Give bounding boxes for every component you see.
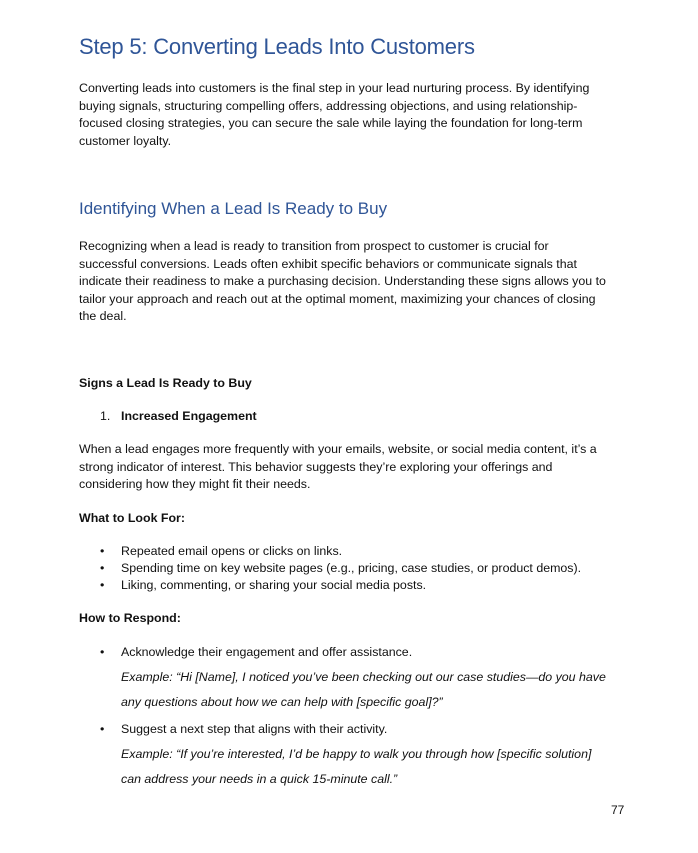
intro-line: focused closing strategies, you can secure the sale while laying the foundation for long-term	[79, 116, 583, 131]
list-item-text: Repeated email opens or clicks on links.	[121, 544, 343, 558]
section-line: indicate their readiness to make a purchasing decision. Understanding these signs allows you to	[79, 274, 606, 289]
signs-heading: Signs a Lead Is Ready to Buy	[79, 376, 252, 390]
bullet-icon: •	[100, 544, 105, 558]
item-number: 1.	[100, 409, 111, 423]
example-line: can address your needs in a quick 15-minute call.”	[121, 772, 398, 786]
engagement-paragraph	[79, 441, 624, 494]
section-line: successful conversions. Leads often exhibit specific behaviors or communicate signals that	[79, 256, 577, 271]
section-line: the deal.	[79, 309, 127, 324]
section-line: Recognizing when a lead is ready to transition from prospect to customer is crucial for	[79, 239, 549, 253]
page-title: Step 5: Converting Leads Into Customers	[79, 34, 475, 59]
intro-paragraph	[79, 80, 624, 150]
intro-line: customer loyalty.	[79, 133, 172, 148]
respond-heading: How to Respond:	[79, 611, 181, 625]
section-line: tailor your approach and reach out at the optimal moment, maximizing your chances of closing	[79, 291, 596, 306]
intro-line: Converting leads into customers is the final step in your lead nurturing process. By identifying	[79, 81, 590, 95]
bullet-icon: •	[100, 561, 105, 575]
engagement-line: strong indicator of interest. This behavior suggests they’re exploring your offerings and	[79, 459, 553, 474]
list-item-text: Acknowledge their engagement and offer assistance.	[121, 645, 413, 659]
list-item-text: Suggest a next step that aligns with their activity.	[121, 722, 388, 736]
section-heading: Identifying When a Lead Is Ready to Buy	[79, 199, 388, 218]
bullet-icon: •	[100, 722, 105, 736]
engagement-line: When a lead engages more frequently with your emails, website, or social media content, it’s a	[79, 442, 597, 456]
engagement-line: considering how they might fit their needs.	[79, 477, 311, 492]
item-label: Increased Engagement	[121, 409, 257, 423]
page-number: 77	[611, 803, 625, 817]
intro-line: buying signals, structuring compelling offers, addressing objections, and using relationship-	[79, 98, 578, 113]
section-paragraph	[79, 238, 624, 326]
look-for-heading: What to Look For:	[79, 511, 185, 525]
example-line: Example: “Hi [Name], I noticed you’ve been checking out our case studies—do you have	[121, 670, 606, 684]
numbered-item	[100, 409, 257, 423]
list-item-text: Spending time on key website pages (e.g., pricing, case studies, or product demos).	[121, 561, 582, 575]
example-line: any questions about how we can help with [specific goal]?”	[121, 695, 443, 709]
bullet-icon: •	[100, 645, 105, 659]
example-line: Example: “If you’re interested, I’d be happy to walk you through how [specific solution]	[121, 747, 592, 761]
list-item-text: Liking, commenting, or sharing your social media posts.	[121, 578, 427, 592]
bullet-icon: •	[100, 578, 105, 592]
